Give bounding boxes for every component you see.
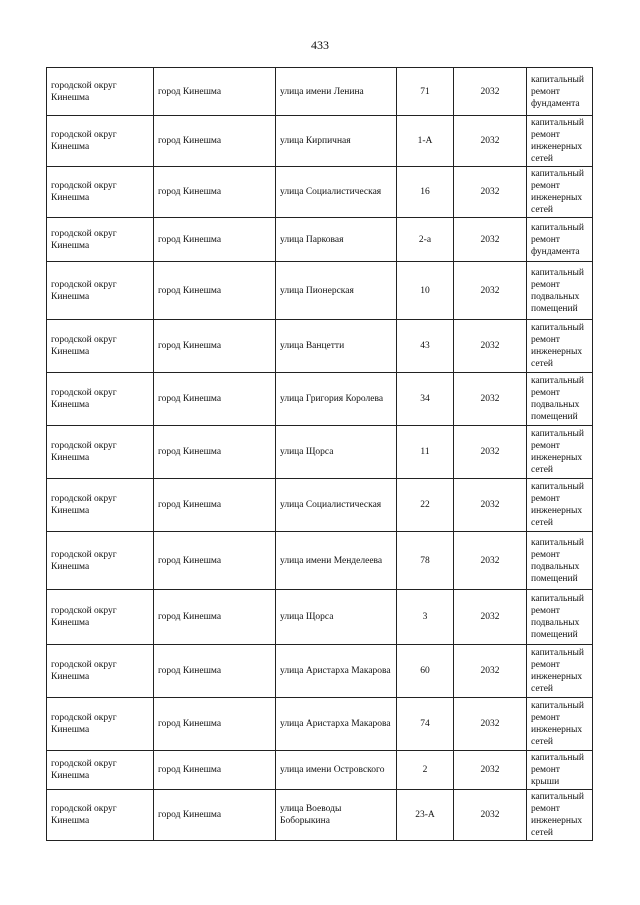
year-cell: 2032	[454, 426, 527, 479]
street-cell: улица Кирпичная	[276, 116, 397, 167]
city-cell: город Кинешма	[154, 751, 276, 790]
district-cell: городской округ Кинешма	[47, 790, 154, 841]
year-cell: 2032	[454, 68, 527, 116]
street-cell: улица Аристарха Макарова	[276, 698, 397, 751]
work-type-cell: капитальный ремонт инженерных сетей	[527, 698, 593, 751]
city-cell: город Кинешма	[154, 532, 276, 590]
table-row	[47, 790, 593, 841]
street-cell: улица Аристарха Макарова	[276, 645, 397, 698]
city-cell: город Кинешма	[154, 167, 276, 218]
house-number-cell: 43	[397, 320, 454, 373]
table-body	[47, 68, 593, 841]
city-cell: город Кинешма	[154, 645, 276, 698]
table-row	[47, 218, 593, 262]
table-row	[47, 590, 593, 645]
work-type-cell: капитальный ремонт фундамента	[527, 68, 593, 116]
table-row	[47, 116, 593, 167]
year-cell: 2032	[454, 320, 527, 373]
house-number-cell: 11	[397, 426, 454, 479]
work-type-cell: капитальный ремонт подвальных помещений	[527, 262, 593, 320]
city-cell: город Кинешма	[154, 68, 276, 116]
street-cell: улица имени Ленина	[276, 68, 397, 116]
city-cell: город Кинешма	[154, 218, 276, 262]
year-cell: 2032	[454, 698, 527, 751]
house-number-cell: 74	[397, 698, 454, 751]
house-number-cell: 10	[397, 262, 454, 320]
district-cell: городской округ Кинешма	[47, 373, 154, 426]
work-type-cell: капитальный ремонт инженерных сетей	[527, 426, 593, 479]
street-cell: улица Воеводы Боборыкина	[276, 790, 397, 841]
district-cell: городской округ Кинешма	[47, 645, 154, 698]
work-type-cell: капитальный ремонт инженерных сетей	[527, 167, 593, 218]
table-row	[47, 645, 593, 698]
city-cell: город Кинешма	[154, 116, 276, 167]
house-number-cell: 16	[397, 167, 454, 218]
table-row	[47, 426, 593, 479]
work-type-cell: капитальный ремонт подвальных помещений	[527, 532, 593, 590]
house-number-cell: 22	[397, 479, 454, 532]
year-cell: 2032	[454, 590, 527, 645]
year-cell: 2032	[454, 262, 527, 320]
table-row	[47, 373, 593, 426]
work-type-cell: капитальный ремонт инженерных сетей	[527, 116, 593, 167]
city-cell: город Кинешма	[154, 320, 276, 373]
district-cell: городской округ Кинешма	[47, 68, 154, 116]
city-cell: город Кинешма	[154, 479, 276, 532]
house-number-cell: 23-А	[397, 790, 454, 841]
street-cell: улица имени Островского	[276, 751, 397, 790]
street-cell: улица Социалистическая	[276, 479, 397, 532]
district-cell: городской округ Кинешма	[47, 262, 154, 320]
city-cell: город Кинешма	[154, 698, 276, 751]
table-row	[47, 262, 593, 320]
district-cell: городской округ Кинешма	[47, 218, 154, 262]
table-row	[47, 751, 593, 790]
year-cell: 2032	[454, 751, 527, 790]
table-row	[47, 320, 593, 373]
work-type-cell: капитальный ремонт инженерных сетей	[527, 645, 593, 698]
city-cell: город Кинешма	[154, 426, 276, 479]
house-number-cell: 71	[397, 68, 454, 116]
city-cell: город Кинешма	[154, 590, 276, 645]
house-number-cell: 1-А	[397, 116, 454, 167]
district-cell: городской округ Кинешма	[47, 698, 154, 751]
work-type-cell: капитальный ремонт инженерных сетей	[527, 320, 593, 373]
street-cell: улица Щорса	[276, 426, 397, 479]
street-cell: улица Ванцетти	[276, 320, 397, 373]
house-number-cell: 2	[397, 751, 454, 790]
house-number-cell: 78	[397, 532, 454, 590]
work-type-cell: капитальный ремонт крыши	[527, 751, 593, 790]
work-type-cell: капитальный ремонт инженерных сетей	[527, 790, 593, 841]
district-cell: городской округ Кинешма	[47, 167, 154, 218]
year-cell: 2032	[454, 645, 527, 698]
house-number-cell: 60	[397, 645, 454, 698]
district-cell: городской округ Кинешма	[47, 479, 154, 532]
work-type-cell: капитальный ремонт фундамента	[527, 218, 593, 262]
year-cell: 2032	[454, 532, 527, 590]
year-cell: 2032	[454, 167, 527, 218]
year-cell: 2032	[454, 790, 527, 841]
district-cell: городской округ Кинешма	[47, 751, 154, 790]
city-cell: город Кинешма	[154, 262, 276, 320]
table-row	[47, 698, 593, 751]
street-cell: улица Социалистическая	[276, 167, 397, 218]
house-number-cell: 2-а	[397, 218, 454, 262]
table-row	[47, 68, 593, 116]
district-cell: городской округ Кинешма	[47, 116, 154, 167]
housing-repair-table	[46, 67, 593, 841]
city-cell: город Кинешма	[154, 790, 276, 841]
table-row	[47, 532, 593, 590]
work-type-cell: капитальный ремонт подвальных помещений	[527, 373, 593, 426]
page-number: 433	[311, 38, 329, 52]
house-number-cell: 34	[397, 373, 454, 426]
work-type-cell: капитальный ремонт инженерных сетей	[527, 479, 593, 532]
district-cell: городской округ Кинешма	[47, 532, 154, 590]
street-cell: улица Щорса	[276, 590, 397, 645]
year-cell: 2032	[454, 373, 527, 426]
district-cell: городской округ Кинешма	[47, 320, 154, 373]
work-type-cell: капитальный ремонт подвальных помещений	[527, 590, 593, 645]
table-row	[47, 479, 593, 532]
year-cell: 2032	[454, 116, 527, 167]
year-cell: 2032	[454, 218, 527, 262]
table-row	[47, 167, 593, 218]
house-number-cell: 3	[397, 590, 454, 645]
year-cell: 2032	[454, 479, 527, 532]
city-cell: город Кинешма	[154, 373, 276, 426]
street-cell: улица Парковая	[276, 218, 397, 262]
district-cell: городской округ Кинешма	[47, 590, 154, 645]
district-cell: городской округ Кинешма	[47, 426, 154, 479]
street-cell: улица имени Менделеева	[276, 532, 397, 590]
street-cell: улица Григория Королева	[276, 373, 397, 426]
street-cell: улица Пионерская	[276, 262, 397, 320]
